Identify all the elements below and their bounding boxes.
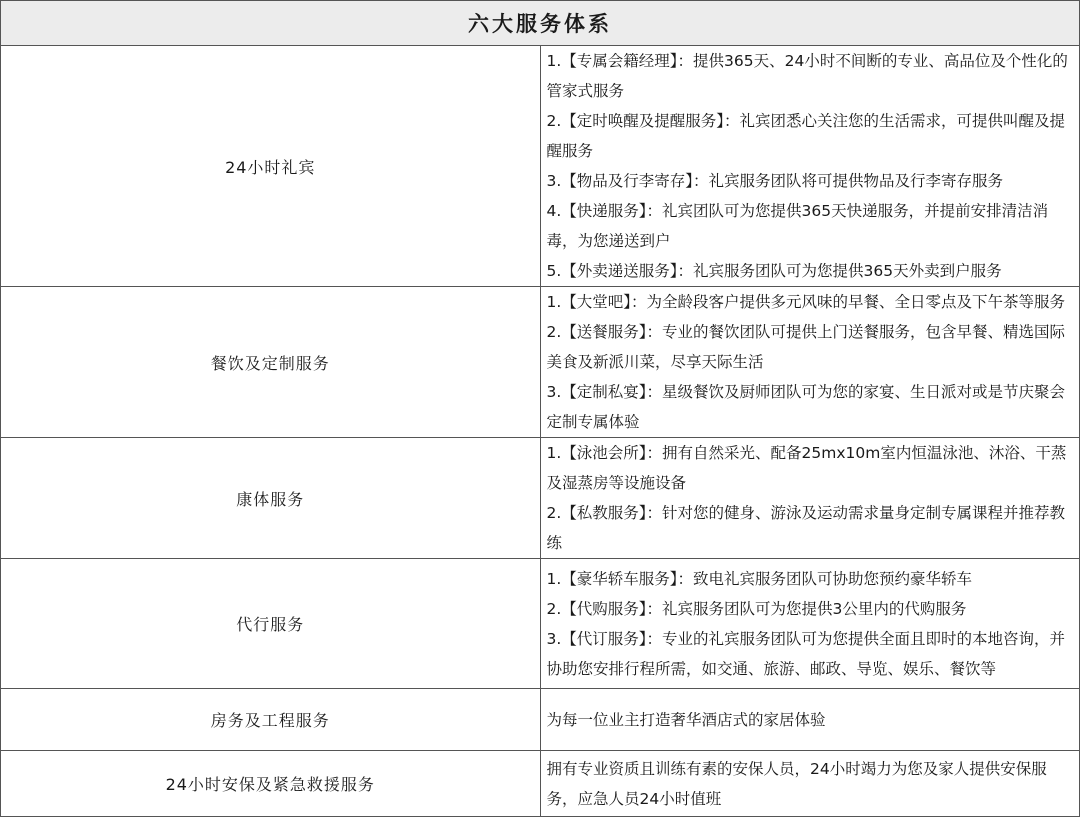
service-item: 2.【私教服务】：针对您的健身、游泳及运动需求量身定制专属课程并推荐教练 (546, 504, 1066, 552)
description-cell (540, 46, 1080, 287)
description-cell (540, 689, 1080, 751)
service-item: 3.【定制私宴】：星级餐饮及厨师团队可为您的家宴、生日派对或是节庆聚会定制专属体验 (546, 383, 1066, 431)
service-item: 3.【代订服务】：专业的礼宾服务团队可为您提供全面且即时的本地咨询，并协助您安排行程所需，如交通、旅游、邮政、导览、娱乐、餐饮等 (546, 629, 1066, 678)
category-cell: 24小时礼宾 (1, 46, 541, 287)
service-item: 2.【代购服务】：礼宾服务团队可为您提供3公里内的代购服务 (546, 599, 967, 618)
service-item: 拥有专业资质且训练有素的安保人员，24小时竭力为您及家人提供安保服务，应急人员24小时值班 (546, 759, 1047, 808)
category-cell: 代行服务 (1, 559, 541, 689)
description-cell (540, 438, 1080, 559)
service-item: 1.【泳池会所】：拥有自然采光、配备25mx10m室内恒温泳池、沐浴、干蒸及湿蒸房等设施设备 (546, 444, 1067, 492)
description-cell (540, 287, 1080, 438)
title-row (1, 1, 1080, 46)
category-cell: 康体服务 (1, 438, 541, 559)
service-item: 为每一位业主打造奢华酒店式的家居体验 (546, 710, 826, 729)
table-row (1, 438, 1080, 559)
category-cell: 餐饮及定制服务 (1, 287, 541, 438)
description-cell (540, 559, 1080, 689)
category-cell: 房务及工程服务 (1, 689, 541, 751)
service-item: 3.【物品及行李寄存】：礼宾服务团队将可提供物品及行李寄存服务 (546, 172, 1004, 190)
service-item: 2.【送餐服务】：专业的餐饮团队可提供上门送餐服务，包含早餐、精选国际美食及新派川菜，尽享天际生活 (546, 323, 1066, 371)
service-item: 1.【大堂吧】：为全龄段客户提供多元风味的早餐、全日零点及下午茶等服务 (546, 293, 1066, 311)
service-item: 5.【外卖递送服务】：礼宾服务团队可为您提供365天外卖到户服务 (546, 262, 1002, 280)
table-row (1, 689, 1080, 751)
service-item: 4.【快递服务】：礼宾团队可为您提供365天快递服务，并提前安排清洁消毒，为您递送到户 (546, 202, 1049, 250)
table-row (1, 287, 1080, 438)
service-item: 1.【专属会籍经理】：提供365天、24小时不间断的专业、高品位及个性化的管家式服务 (546, 52, 1068, 100)
service-item: 1.【豪华轿车服务】：致电礼宾服务团队可协助您预约豪华轿车 (546, 569, 973, 588)
category-cell: 24小时安保及紧急救援服务 (1, 751, 541, 817)
description-cell (540, 751, 1080, 817)
table-title: 六大服务体系 (1, 1, 1080, 46)
table-row (1, 559, 1080, 689)
table-row (1, 751, 1080, 817)
table-row (1, 46, 1080, 287)
service-item: 2.【定时唤醒及提醒服务】：礼宾团悉心关注您的生活需求，可提供叫醒及提醒服务 (546, 112, 1066, 160)
